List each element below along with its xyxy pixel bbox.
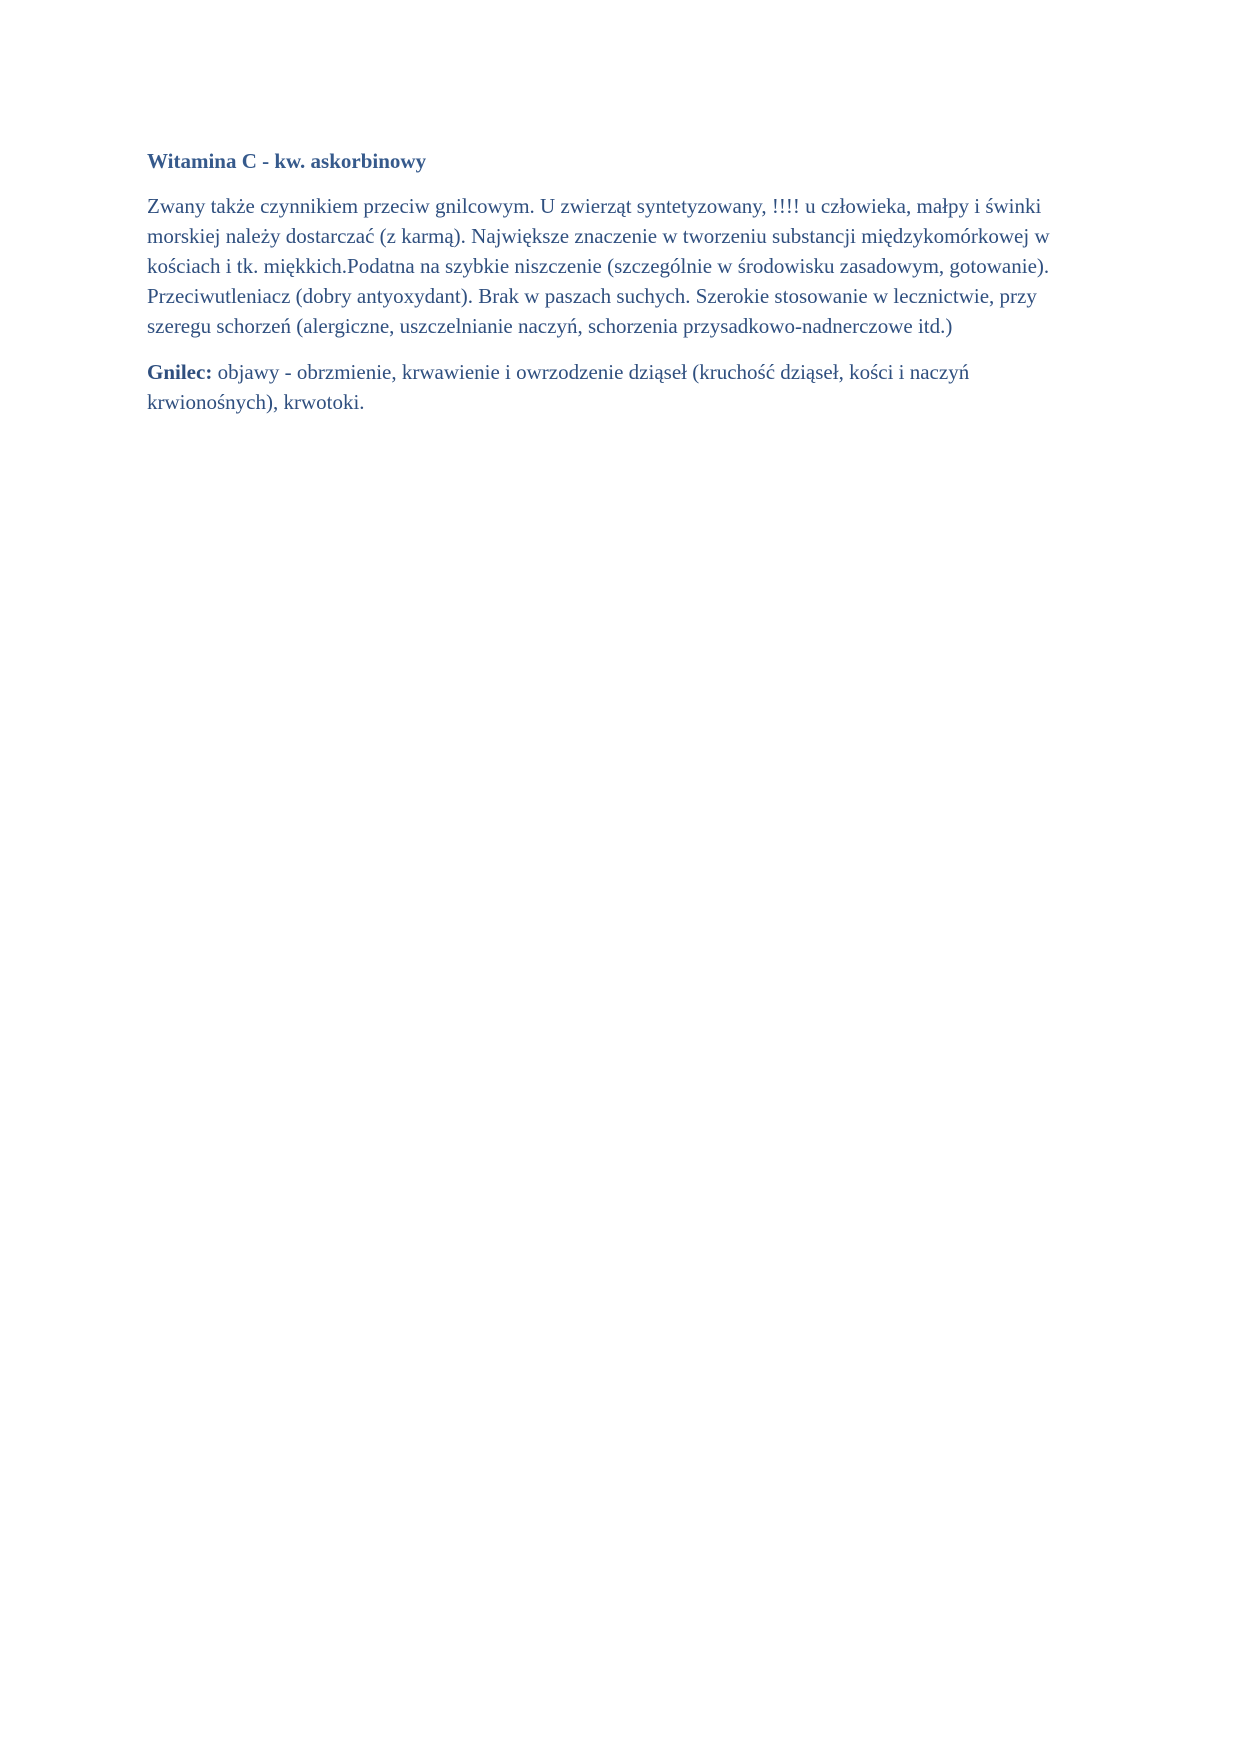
scurvy-label: Gnilec:	[147, 360, 213, 384]
paragraph-scurvy	[147, 357, 1097, 417]
paragraph-vitamin-c: Zwany także czynnikiem przeciw gnilcowym. U zwierząt syntetyzowany, !!!! u człowieka, małpy i świnki morskiej należy dostarczać (z karmą). Największe znaczenie w tworzeniu substancji międzykomórkowej w kościach i tk. miękkich.Podatna na szybkie niszczenie (szczególnie w środowisku zasadowym, gotowanie). Przeciwutleniacz (dobry antyoxydant). Brak w paszach suchych. Szerokie stosowanie w lecznictwie, przy szeregu schorzeń (alergiczne, uszczelnianie naczyń, schorzenia przysadkowo-nadnerczowe itd.)	[147, 194, 1050, 338]
document-content	[147, 146, 1097, 433]
document-title: Witamina C - kw. askorbinowy	[147, 149, 427, 173]
scurvy-text: objawy - obrzmienie, krwawienie i owrzodzenie dziąseł (kruchość dziąseł, kości i naczyń krwionośnych), krwotoki.	[147, 360, 970, 414]
